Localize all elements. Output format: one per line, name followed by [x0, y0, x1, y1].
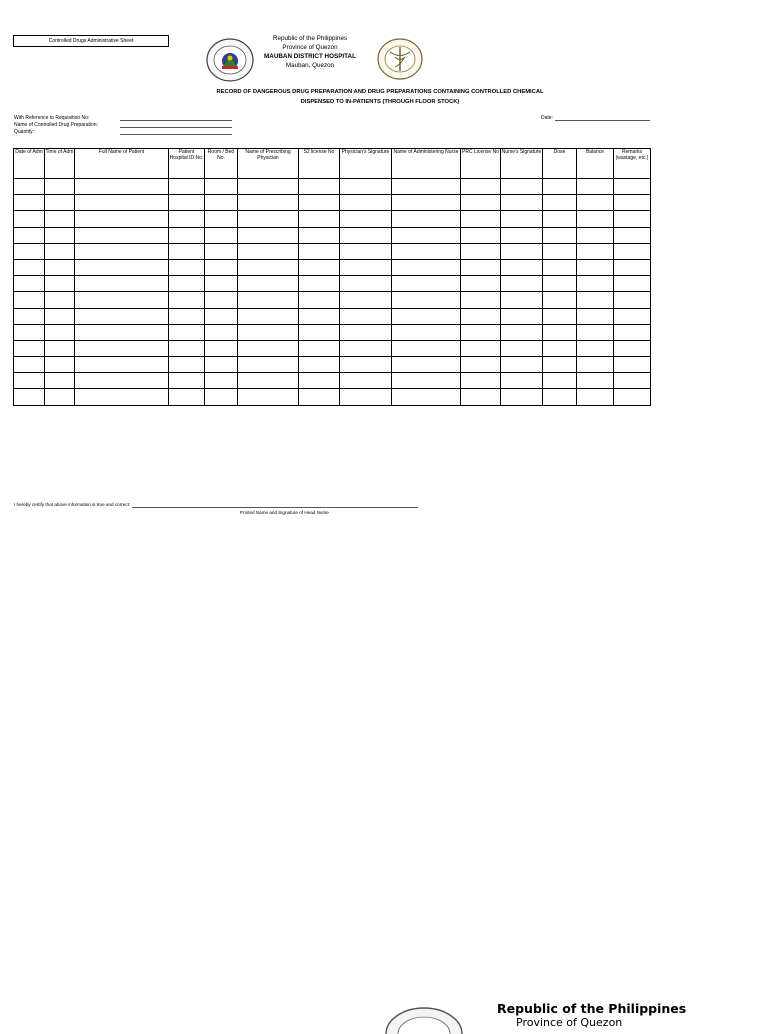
table-cell[interactable] [205, 211, 238, 227]
table-cell[interactable] [45, 340, 75, 356]
table-cell[interactable] [238, 324, 299, 340]
table-cell[interactable] [169, 389, 205, 405]
certify-text: I hereby certify that above information is true and correct: [14, 502, 131, 507]
table-cell[interactable] [299, 373, 340, 389]
table-cell[interactable] [299, 179, 340, 195]
table-cell[interactable] [205, 179, 238, 195]
table-cell[interactable] [392, 195, 461, 211]
title-line-2: DISPENSED TO IN-PATIENTS (THROUGH FLOOR STOCK) [300, 99, 460, 105]
table-cell[interactable] [392, 243, 461, 259]
table-cell[interactable] [577, 259, 614, 275]
table-cell[interactable] [543, 324, 577, 340]
table-cell[interactable] [543, 243, 577, 259]
table-row [14, 195, 651, 211]
table-cell[interactable] [501, 259, 543, 275]
table-cell[interactable] [299, 357, 340, 373]
table-cell[interactable] [543, 389, 577, 405]
table-cell[interactable] [299, 243, 340, 259]
table-cell[interactable] [577, 292, 614, 308]
table-cell[interactable] [205, 195, 238, 211]
table-cell[interactable] [501, 243, 543, 259]
table-cell[interactable] [501, 373, 543, 389]
table-cell[interactable] [340, 324, 392, 340]
table-cell[interactable] [543, 195, 577, 211]
table-cell[interactable] [205, 324, 238, 340]
table-cell[interactable] [45, 357, 75, 373]
table-cell[interactable] [577, 389, 614, 405]
table-cell[interactable] [14, 276, 45, 292]
table-cell[interactable] [238, 340, 299, 356]
column-header: Balance [577, 149, 614, 179]
table-cell[interactable] [577, 211, 614, 227]
table-cell[interactable] [169, 276, 205, 292]
table-cell[interactable] [205, 276, 238, 292]
table-cell[interactable] [614, 324, 651, 340]
table-cell[interactable] [501, 195, 543, 211]
table-cell[interactable] [45, 389, 75, 405]
table-cell[interactable] [392, 179, 461, 195]
column-header: Dose [543, 149, 577, 179]
table-cell[interactable] [461, 292, 501, 308]
table-cell[interactable] [238, 211, 299, 227]
next-page-country: Republic of the Philippines [497, 1001, 687, 1016]
table-cell[interactable] [614, 179, 651, 195]
table-cell[interactable] [45, 276, 75, 292]
table-cell[interactable] [169, 227, 205, 243]
table-cell[interactable] [392, 324, 461, 340]
column-header: Name of Prescribing Physician [238, 149, 299, 179]
column-header: PRC License No [461, 149, 501, 179]
table-cell[interactable] [14, 340, 45, 356]
province-seal-icon [205, 37, 255, 83]
table-cell[interactable] [392, 357, 461, 373]
table-cell[interactable] [299, 389, 340, 405]
table-cell[interactable] [14, 179, 45, 195]
reference-fields [14, 115, 232, 136]
table-cell[interactable] [614, 308, 651, 324]
column-header: Name of Administering Nurse [392, 149, 461, 179]
table-row [14, 357, 651, 373]
column-header: Patient Hospital ID No. [169, 149, 205, 179]
column-header: Full Name of Patient [75, 149, 169, 179]
table-cell[interactable] [340, 195, 392, 211]
quantity-label: Quantity: [14, 129, 35, 135]
table-cell[interactable] [340, 211, 392, 227]
header-country: Republic of the Philippines [272, 35, 348, 42]
table-cell[interactable] [577, 308, 614, 324]
table-cell[interactable] [461, 308, 501, 324]
column-header: Room / Bed No. [205, 149, 238, 179]
header-location: Mauban, Quezon [285, 62, 335, 69]
table-cell[interactable] [392, 259, 461, 275]
table-cell[interactable] [543, 357, 577, 373]
table-cell[interactable] [205, 357, 238, 373]
table-cell[interactable] [461, 211, 501, 227]
table-cell[interactable] [45, 243, 75, 259]
table-cell[interactable] [461, 357, 501, 373]
table-cell[interactable] [14, 308, 45, 324]
table-cell[interactable] [169, 211, 205, 227]
table-cell[interactable] [238, 308, 299, 324]
table-row [14, 227, 651, 243]
table-cell[interactable] [75, 243, 169, 259]
table-cell[interactable] [340, 308, 392, 324]
table-cell[interactable] [238, 389, 299, 405]
table-cell[interactable] [501, 340, 543, 356]
table-cell[interactable] [14, 324, 45, 340]
table-cell[interactable] [614, 276, 651, 292]
table-cell[interactable] [205, 308, 238, 324]
table-cell[interactable] [169, 195, 205, 211]
table-cell[interactable] [543, 308, 577, 324]
column-header: Date of Adm [14, 149, 45, 179]
table-row [14, 308, 651, 324]
table-cell[interactable] [169, 243, 205, 259]
table-cell[interactable] [614, 259, 651, 275]
table-cell[interactable] [461, 324, 501, 340]
date-block [541, 115, 650, 121]
table-cell[interactable] [501, 292, 543, 308]
table-cell[interactable] [238, 179, 299, 195]
table-row [14, 243, 651, 259]
table-cell[interactable] [75, 179, 169, 195]
table-cell[interactable] [392, 211, 461, 227]
table-cell[interactable] [501, 276, 543, 292]
table-cell[interactable] [392, 389, 461, 405]
table-cell[interactable] [543, 227, 577, 243]
hospital-seal-icon [376, 37, 424, 81]
table-cell[interactable] [392, 292, 461, 308]
table-cell[interactable] [45, 179, 75, 195]
table-cell[interactable] [169, 292, 205, 308]
table-cell[interactable] [45, 324, 75, 340]
table-cell[interactable] [169, 259, 205, 275]
title-line-1: RECORD OF DANGEROUS DRUG PREPARATION AND DRUG PREPARATIONS CONTAINING CONTROLLED CHEMICAL [216, 89, 544, 95]
table-cell[interactable] [205, 227, 238, 243]
table-cell[interactable] [577, 276, 614, 292]
table-cell[interactable] [299, 308, 340, 324]
table-cell[interactable] [614, 340, 651, 356]
requisition-field[interactable] [120, 115, 232, 121]
table-cell[interactable] [501, 357, 543, 373]
column-header: Time of Adm [45, 149, 75, 179]
table-cell[interactable] [461, 195, 501, 211]
drug-label: Name of Controlled Drug Preparation: [14, 122, 98, 128]
table-cell[interactable] [543, 179, 577, 195]
table-cell[interactable] [392, 276, 461, 292]
table-cell[interactable] [169, 324, 205, 340]
table-row [14, 340, 651, 356]
table-cell[interactable] [501, 308, 543, 324]
table-cell[interactable] [75, 292, 169, 308]
table-cell[interactable] [299, 195, 340, 211]
table-row [14, 259, 651, 275]
table-cell[interactable] [14, 243, 45, 259]
table-cell[interactable] [238, 292, 299, 308]
signature-field[interactable] [132, 502, 418, 508]
table-cell[interactable] [614, 357, 651, 373]
table-cell[interactable] [75, 276, 169, 292]
table-cell[interactable] [461, 276, 501, 292]
table-cell[interactable] [238, 276, 299, 292]
header-hospital: MAUBAN DISTRICT HOSPITAL [264, 53, 356, 60]
table-cell[interactable] [543, 276, 577, 292]
table-cell[interactable] [45, 373, 75, 389]
table-cell[interactable] [501, 227, 543, 243]
table-cell[interactable] [14, 195, 45, 211]
letterhead [250, 34, 370, 70]
column-header: Physician's Signature [340, 149, 392, 179]
table-cell[interactable] [299, 340, 340, 356]
table-cell[interactable] [45, 308, 75, 324]
table-cell[interactable] [14, 373, 45, 389]
table-cell[interactable] [75, 373, 169, 389]
table-cell[interactable] [577, 179, 614, 195]
table-cell[interactable] [75, 340, 169, 356]
table-cell[interactable] [614, 389, 651, 405]
table-cell[interactable] [614, 373, 651, 389]
table-cell[interactable] [169, 308, 205, 324]
table-cell[interactable] [461, 373, 501, 389]
sheet-label: Controlled Drugs Administrative Sheet [13, 35, 169, 47]
table-cell[interactable] [299, 324, 340, 340]
quantity-field[interactable] [120, 129, 232, 135]
table-cell[interactable] [340, 276, 392, 292]
record-table [13, 148, 651, 406]
table-cell[interactable] [340, 389, 392, 405]
table-cell[interactable] [577, 324, 614, 340]
table-cell[interactable] [45, 227, 75, 243]
table-cell[interactable] [75, 211, 169, 227]
table-cell[interactable] [238, 195, 299, 211]
column-header: Nurse's Signature [501, 149, 543, 179]
table-cell[interactable] [14, 259, 45, 275]
table-cell[interactable] [461, 340, 501, 356]
date-field[interactable] [555, 115, 650, 121]
table-cell[interactable] [340, 357, 392, 373]
table-cell[interactable] [205, 340, 238, 356]
table-cell[interactable] [14, 357, 45, 373]
table-cell[interactable] [205, 243, 238, 259]
table-cell[interactable] [614, 292, 651, 308]
requisition-label: With Reference to Requisition No: [14, 115, 90, 121]
table-cell[interactable] [238, 357, 299, 373]
table-cell[interactable] [461, 243, 501, 259]
next-page-province: Province of Quezon [516, 1016, 623, 1029]
table-cell[interactable] [543, 292, 577, 308]
table-cell[interactable] [614, 195, 651, 211]
table-cell[interactable] [543, 211, 577, 227]
table-cell[interactable] [392, 227, 461, 243]
column-header: S2 license No [299, 149, 340, 179]
certification [14, 502, 418, 508]
table-cell[interactable] [577, 243, 614, 259]
table-cell[interactable] [543, 259, 577, 275]
table-cell[interactable] [501, 211, 543, 227]
table-cell[interactable] [614, 211, 651, 227]
table-cell[interactable] [543, 340, 577, 356]
column-header: Remarks (wastage, etc.) [614, 149, 651, 179]
table-cell[interactable] [299, 227, 340, 243]
table-cell[interactable] [501, 324, 543, 340]
table-cell[interactable] [45, 259, 75, 275]
table-cell[interactable] [392, 373, 461, 389]
table-cell[interactable] [14, 292, 45, 308]
table-cell[interactable] [169, 357, 205, 373]
table-cell[interactable] [205, 389, 238, 405]
table-cell[interactable] [501, 389, 543, 405]
table-cell[interactable] [461, 259, 501, 275]
table-cell[interactable] [340, 227, 392, 243]
table-cell[interactable] [238, 227, 299, 243]
table-row [14, 324, 651, 340]
table-cell[interactable] [238, 243, 299, 259]
table-header-row [14, 149, 651, 179]
table-cell[interactable] [340, 292, 392, 308]
table-cell[interactable] [169, 373, 205, 389]
table-cell[interactable] [14, 227, 45, 243]
table-cell[interactable] [75, 308, 169, 324]
table-cell[interactable] [75, 259, 169, 275]
table-cell[interactable] [461, 227, 501, 243]
table-cell[interactable] [340, 259, 392, 275]
table-cell[interactable] [299, 276, 340, 292]
table-cell[interactable] [45, 211, 75, 227]
table-cell[interactable] [75, 324, 169, 340]
table-row [14, 276, 651, 292]
table-cell[interactable] [392, 340, 461, 356]
table-cell[interactable] [238, 373, 299, 389]
table-cell[interactable] [238, 259, 299, 275]
table-cell[interactable] [577, 195, 614, 211]
table-row [14, 211, 651, 227]
drug-field[interactable] [120, 122, 232, 128]
table-cell[interactable] [577, 227, 614, 243]
table-row [14, 389, 651, 405]
table-cell[interactable] [340, 243, 392, 259]
table-cell[interactable] [340, 179, 392, 195]
table-cell[interactable] [577, 357, 614, 373]
table-cell[interactable] [340, 340, 392, 356]
table-cell[interactable] [577, 340, 614, 356]
table-cell[interactable] [75, 195, 169, 211]
table-cell[interactable] [75, 357, 169, 373]
table-cell[interactable] [14, 211, 45, 227]
table-cell[interactable] [169, 340, 205, 356]
table-cell[interactable] [205, 373, 238, 389]
table-cell[interactable] [299, 292, 340, 308]
document-title [120, 87, 640, 107]
table-cell[interactable] [501, 179, 543, 195]
table-cell[interactable] [169, 179, 205, 195]
table-row [14, 292, 651, 308]
header-province: Province of Quezon [282, 44, 338, 51]
table-cell[interactable] [299, 259, 340, 275]
table-cell[interactable] [75, 389, 169, 405]
table-cell[interactable] [45, 292, 75, 308]
table-cell[interactable] [75, 227, 169, 243]
table-cell[interactable] [543, 373, 577, 389]
table-cell[interactable] [392, 308, 461, 324]
table-cell[interactable] [461, 179, 501, 195]
table-cell[interactable] [45, 195, 75, 211]
table-cell[interactable] [614, 243, 651, 259]
date-label: Date: [541, 115, 553, 121]
table-cell[interactable] [340, 373, 392, 389]
table-cell[interactable] [614, 227, 651, 243]
table-cell[interactable] [577, 373, 614, 389]
table-cell[interactable] [461, 389, 501, 405]
table-cell[interactable] [14, 389, 45, 405]
table-row [14, 373, 651, 389]
signer-caption: Printed Name and Signature of Head Nurse [240, 510, 329, 515]
table-row [14, 179, 651, 195]
table-cell[interactable] [205, 292, 238, 308]
table-cell[interactable] [299, 211, 340, 227]
table-cell[interactable] [205, 259, 238, 275]
province-seal-icon-page-2 [384, 1004, 464, 1034]
